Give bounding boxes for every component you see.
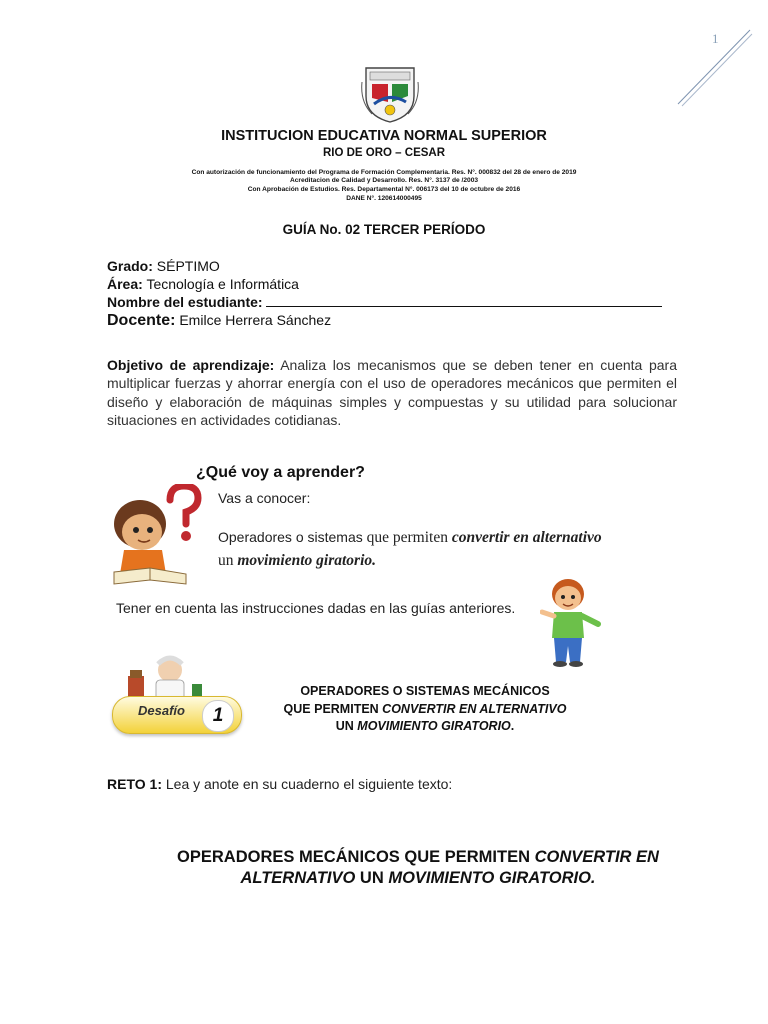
operators-text-part-1: Operadores o sistemas — [218, 529, 363, 545]
student-name-label: Nombre del estudiante: — [107, 294, 263, 310]
challenge-text: Lea y anote en su cuaderno el siguiente texto: — [165, 776, 453, 792]
page-number: 1 — [712, 31, 719, 46]
school-crest-logo — [360, 62, 420, 124]
student-name-row — [107, 294, 662, 310]
header-dane-line: DANE N°. 120614000495 — [346, 195, 422, 202]
instructions-note: Tener en cuenta las instrucciones dadas en las guías anteriores. — [116, 600, 516, 616]
challenge-label: RETO 1: — [107, 776, 162, 792]
desafio-title-line-2: QUE PERMITEN CONVERTIR EN ALTERNATIVO — [283, 701, 567, 716]
desafio-title-line-1: OPERADORES O SISTEMAS MECÁNICOS — [300, 684, 550, 698]
header-legal-line-3: Con Aprobación de Estudios. Res. Departamental N°. 006173 del 10 de octubre de 2016 — [247, 186, 521, 193]
operators-text-part-3: convertir en alternativo — [451, 529, 602, 546]
desafio-label: Desafío — [138, 703, 185, 718]
desafio-number: 1 — [202, 700, 234, 732]
thinking-child-illustration — [106, 484, 202, 588]
desafio-title — [230, 683, 620, 736]
grade-row — [107, 258, 220, 274]
teacher-row — [107, 312, 331, 330]
desafio-title-line-3: UN MOVIMIENTO GIRATORIO. — [335, 719, 515, 733]
institution-city: RIO DE ORO – CESAR — [322, 147, 446, 159]
teacher-name: Emilce Herrera Sánchez — [179, 312, 332, 328]
area-row — [107, 276, 299, 292]
objective-label: Objetivo de aprendizaje: — [107, 357, 275, 373]
student-name-blank[interactable] — [266, 294, 662, 307]
desafio-badge — [110, 654, 242, 738]
area-value: Tecnología e Informática — [146, 276, 299, 292]
guide-title: GUÍA No. 02 TERCER PERÍODO — [282, 222, 486, 237]
area-label: Área: — [107, 276, 143, 292]
learn-intro: Vas a conocer: — [218, 490, 311, 506]
grade-label: Grado: — [107, 258, 153, 274]
pointing-boy-illustration — [540, 576, 602, 668]
institution-name: INSTITUCION EDUCATIVA NORMAL SUPERIOR — [221, 128, 547, 144]
teacher-label: Docente: — [107, 312, 176, 329]
page-corner-decoration — [668, 20, 758, 110]
learn-heading: ¿Qué voy a aprender? — [196, 464, 365, 481]
operators-text-part-2: que permiten — [362, 529, 452, 546]
section-title: OPERADORES MECÁNICOS QUE PERMITEN CONVERTIR EN ALTERNATIVO UN MOVIMIENTO GIRATORIO. — [177, 848, 659, 887]
challenge-instruction — [107, 776, 452, 792]
grade-value: SÉPTIMO — [156, 258, 220, 274]
header-legal-line-1: Con autorización de funcionamiento del Programa de Formación Complementaria. Res. N°. 000832 del 28 de enero de 2019 — [191, 169, 577, 176]
learning-objective — [107, 356, 677, 430]
objective-text: Analiza los mecanismos que se deben tener en cuenta para multiplicar fuerzas y ahorrar energía con el uso de operadores mecánicos que permiten el diseño y elaboración de máquinas simples y compuestas y su utilidad para solucionar situaciones en actividades cotidianas. — [107, 357, 677, 429]
header-legal-line-2: Acreditacion de Calidad y Desarrollo. Res. N°. 3137 de /2003 — [289, 177, 479, 184]
learn-operators-text — [218, 526, 602, 572]
operators-text-part-4: un — [218, 552, 238, 569]
operators-text-part-5: movimiento giratorio. — [237, 552, 377, 569]
